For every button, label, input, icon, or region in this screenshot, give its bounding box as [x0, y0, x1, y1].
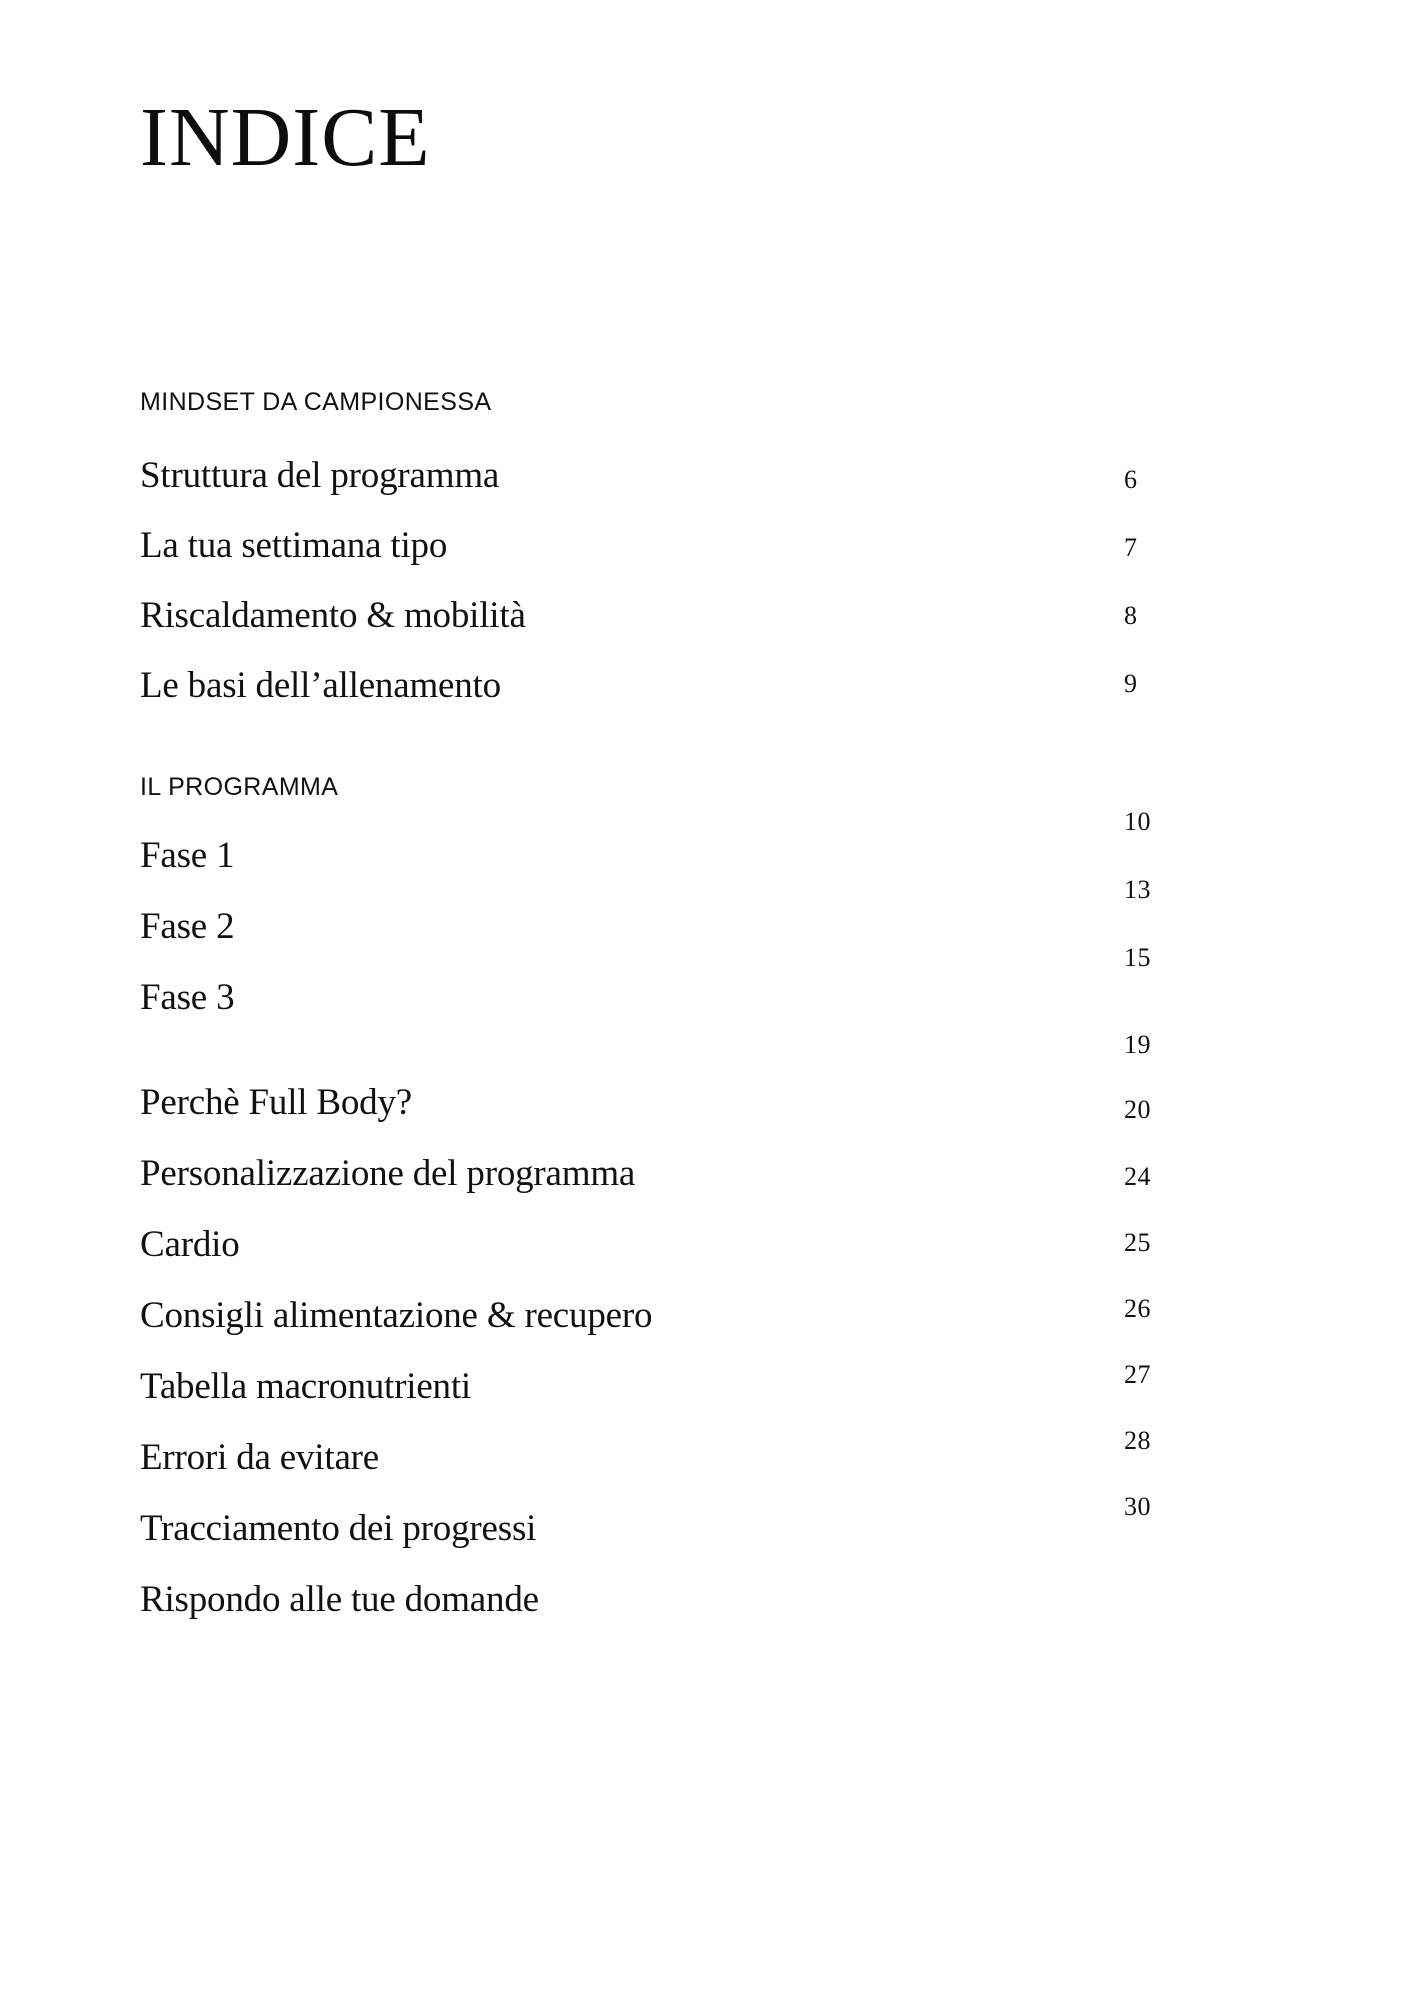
toc-entry-page-number[interactable]: 27: [1124, 1360, 1151, 1389]
toc-entry-label[interactable]: Fase 1: [140, 835, 235, 876]
toc-label-column: [140, 388, 960, 1621]
toc-entry-page-number[interactable]: 6: [1124, 465, 1138, 494]
toc-entry-label[interactable]: Tabella macronutrienti: [140, 1366, 472, 1407]
toc-entry-label[interactable]: Perchè Full Body?: [140, 1082, 413, 1123]
toc-entry-label[interactable]: Riscaldamento & mobilità: [140, 595, 526, 636]
page-title: INDICE: [140, 91, 431, 184]
toc-entry-page-number[interactable]: 20: [1124, 1095, 1151, 1124]
toc-entry-page-number[interactable]: 19: [1124, 1030, 1151, 1059]
toc-entry-page-number[interactable]: 9: [1124, 669, 1138, 698]
toc-entry-page-number[interactable]: 24: [1124, 1162, 1151, 1191]
toc-entry-label[interactable]: La tua settimana tipo: [140, 525, 448, 566]
toc-entry-label[interactable]: Personalizzazione del programma: [140, 1153, 636, 1194]
toc-entry-page-number[interactable]: 13: [1124, 875, 1151, 904]
toc-entry-page-number[interactable]: 10: [1124, 807, 1151, 836]
toc-entry-page-number[interactable]: 8: [1124, 601, 1138, 630]
toc-section-heading-mindset: MINDSET DA CAMPIONESSA: [140, 388, 492, 416]
toc-entry-page-number[interactable]: 28: [1124, 1426, 1151, 1455]
toc-entry-page-number[interactable]: 26: [1124, 1294, 1151, 1323]
toc-page-number-column: [1124, 388, 1264, 1522]
toc-entry-label[interactable]: Cardio: [140, 1224, 240, 1265]
toc-entry-page-number[interactable]: 7: [1124, 533, 1138, 562]
toc-entry-label[interactable]: Consigli alimentazione & recupero: [140, 1295, 653, 1336]
toc-entry-label[interactable]: Fase 3: [140, 977, 235, 1018]
toc-entry-label[interactable]: Fase 2: [140, 906, 235, 947]
toc-entry-label[interactable]: Struttura del programma: [140, 455, 500, 496]
toc-entry-label[interactable]: Rispondo alle tue domande: [140, 1579, 539, 1620]
toc-entry-label[interactable]: Le basi dell’allenamento: [140, 665, 501, 706]
toc-entry-label[interactable]: Tracciamento dei progressi: [140, 1508, 537, 1549]
toc-entry-page-number[interactable]: 15: [1124, 943, 1151, 972]
toc-entry-page-number[interactable]: 30: [1124, 1492, 1151, 1521]
toc-entry-label[interactable]: Errori da evitare: [140, 1437, 380, 1478]
toc-section-heading-programma: IL PROGRAMMA: [140, 773, 339, 801]
toc-entry-page-number[interactable]: 25: [1124, 1228, 1151, 1257]
